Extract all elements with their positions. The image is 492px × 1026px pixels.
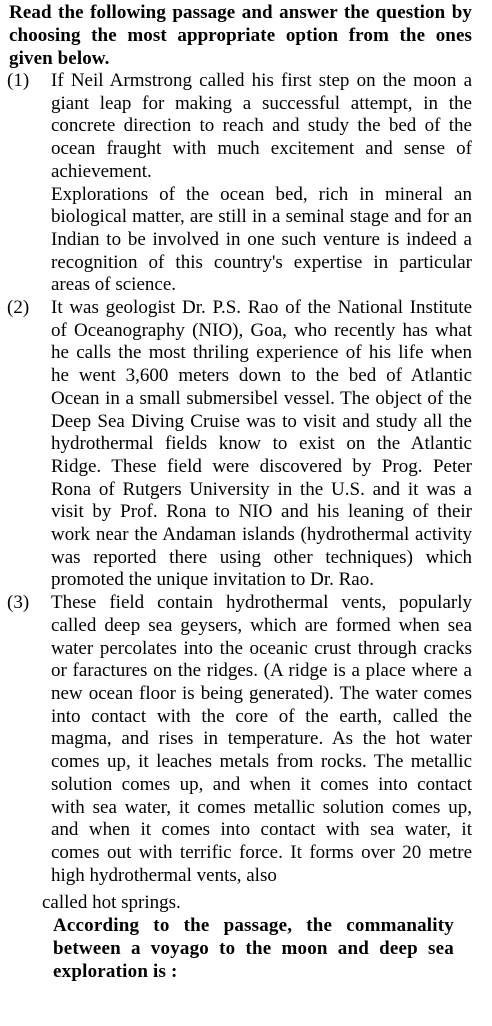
instructions: Read the following passage and answer the question by choosing the most appropriate option from the ones given below. [9, 2, 472, 69]
paragraph-text: These field contain hydrothermal vents, popularly called deep sea geysers, which are formed when sea water percolates into the oceanic crust through cracks or faractures on the ridges. (A ridge is a place where a new ocean floor is being generated). The water comes into contact with the core of the earth, called the magma, and rises in temperature. As the hot water comes up, it leaches metals from rocks. The metallic solution comes up, and when it comes into contact with sea water, it comes metallic solution comes up, and when it comes into contact with sea water, it comes out with terrific force. It forms over 20 metre high hydrothermal vents, also [51, 592, 472, 886]
paragraph-body [51, 70, 472, 297]
paragraph-number: (3) [7, 592, 30, 614]
paragraph-number: (2) [7, 297, 30, 319]
paragraph-text: It was geologist Dr. P.S. Rao of the National Institute of Oceanography (NIO), Goa, who recently has what he calls the most thriling experience of his life when he went 3,600 meters down to the bed of Atlantic Ocean in a small submersibel vessel. The object of the Deep Sea Diving Cruise was to visit and study all the hydrothermal fields know to exist on the Atlantic Ridge. These field were discovered by Prog. Peter Rona of Rutgers University in the U.S. and it was a visit by Prof. Rona to NIO and his leaning of their work near the Andaman islands (hydrothermal activity was reported there using other techniques) which promoted the unique invitation to Dr. Rao. [51, 297, 472, 591]
question-text: According to the passage, the commanality between a voyago to the moon and deep sea exploration is : [53, 915, 454, 983]
paragraph-tail: called hot springs. [42, 892, 181, 914]
paragraph-text: If Neil Armstrong called his first step on the moon a giant leap for making a successful attempt, in the concrete direction to reach and study the bed of the ocean fraught with much excitement and sense of achievement. [51, 70, 472, 182]
paragraph-3 [7, 592, 472, 887]
paragraph-1 [7, 70, 472, 297]
paragraph-body [51, 592, 472, 887]
paragraph-text: Explorations of the ocean bed, rich in mineral an biological matter, are still in a seminal stage and for an Indian to be involved in one such venture is indeed a recognition of this country's expertise in particular areas of science. [51, 183, 472, 296]
paragraph-body [51, 297, 472, 592]
paragraph-number: (1) [7, 70, 30, 91]
paragraph-2 [7, 297, 472, 592]
